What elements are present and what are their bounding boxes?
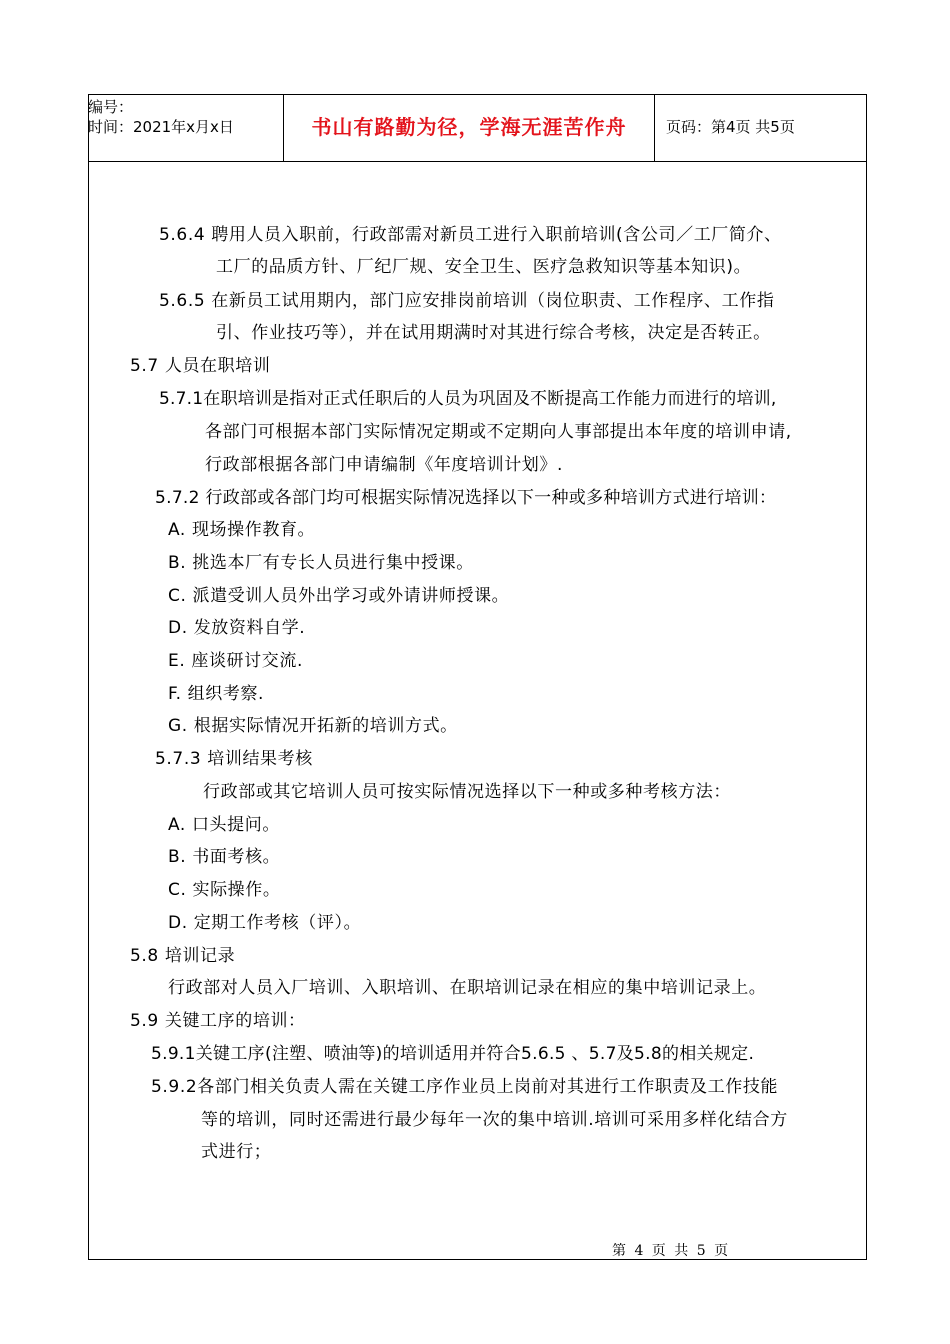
header-page-info: 页码：第4页 共5页 (666, 118, 795, 136)
assessment-a: A. 口头提问。 (168, 815, 280, 835)
clause-5-9-2-cont2: 式进行； (201, 1142, 272, 1162)
method-b: B. 挑选本厂有专长人员进行集中授课。 (168, 553, 474, 573)
method-a: A. 现场操作教育。 (168, 520, 316, 540)
clause-5-7-1-cont2: 行政部根据各部门申请编制《年度培训计划》. (205, 455, 564, 475)
method-e: E. 座谈研讨交流. (168, 651, 303, 671)
section-5-7-heading: 5.7 人员在职培训 (130, 356, 271, 376)
method-c: C. 派遣受训人员外出学习或外请讲师授课。 (168, 586, 510, 606)
document-header (88, 94, 867, 162)
section-5-8-text: 行政部对人员入厂培训、入职培训、在职培训记录在相应的集中培训记录上。 (168, 978, 767, 998)
clause-5-6-5: 5.6.5 在新员工试用期内，部门应安排岗前培训（岗位职责、工作程序、工作指 (159, 291, 775, 311)
clause-5-9-1: 5.9.1关键工序(注塑、喷油等)的培训适用并符合5.6.5 、5.7及5.8的相关规定. (151, 1044, 755, 1064)
clause-5-7-2: 5.7.2 行政部或各部门均可根据实际情况选择以下一种或多种培训方式进行培训： (155, 488, 777, 508)
clause-5-6-5-cont: 引、作业技巧等），并在试用期满时对其进行综合考核，决定是否转正。 (216, 323, 771, 343)
header-motto: 书山有路勤为径，学海无涯苦作舟 (284, 94, 655, 161)
section-5-8-heading: 5.8 培训记录 (130, 946, 236, 966)
assessment-c: C. 实际操作。 (168, 880, 281, 900)
assessment-b: B. 书面考核。 (168, 847, 281, 867)
clause-5-7-3-text: 行政部或其它培训人员可按实际情况选择以下一种或多种考核方法： (203, 782, 731, 802)
clause-5-7-3: 5.7.3 培训结果考核 (155, 749, 313, 769)
method-d: D. 发放资料自学. (168, 618, 306, 638)
clause-5-6-4: 5.6.4 聘用人员入职前，行政部需对新员工进行入职前培训(含公司／工厂简介、 (159, 225, 782, 245)
page-footer: 第 4 页 共 5 页 (612, 1243, 731, 1259)
clause-5-6-4-cont: 工厂的品质方针、厂纪厂规、安全卫生、医疗急救知识等基本知识)。 (216, 257, 752, 277)
section-5-9-heading: 5.9 关键工序的培训： (130, 1011, 306, 1031)
method-g: G. 根据实际情况开拓新的培训方式。 (168, 716, 458, 736)
clause-5-7-1-cont1: 各部门可根据本部门实际情况定期或不定期向人事部提出本年度的培训申请, (205, 422, 792, 442)
clause-5-9-2-cont1: 等的培训，同时还需进行最少每年一次的集中培训.培训可采用多样化结合方 (201, 1110, 788, 1130)
clause-5-9-2: 5.9.2各部门相关负责人需在关键工序作业员上岗前对其进行工作职责及工作技能 (151, 1077, 779, 1097)
document-number-label: 编号： (88, 98, 134, 116)
clause-5-7-1: 5.7.1在职培训是指对正式任职后的人员为巩固及不断提高工作能力而进行的培训, (159, 389, 777, 409)
assessment-d: D. 定期工作考核（评）。 (168, 913, 362, 933)
header-meta (88, 94, 284, 161)
document-date: 时间：2021年x月x日 (88, 118, 234, 136)
method-f: F. 组织考察. (168, 684, 265, 704)
